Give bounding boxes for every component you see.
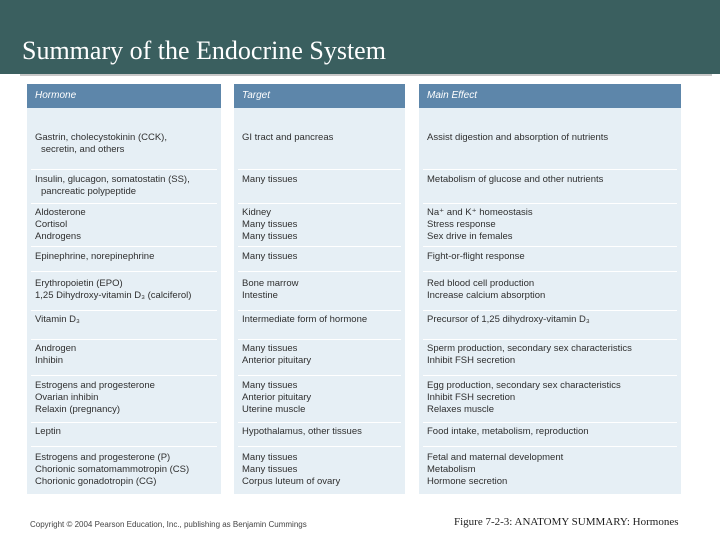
target-cell: Many tissues <box>242 251 298 262</box>
row-separator <box>423 310 677 311</box>
target-cell: Many tissues <box>242 452 298 463</box>
row-separator <box>238 246 401 247</box>
target-cell: Corpus luteum of ovary <box>242 476 341 487</box>
hormone-cell: Gastrin, cholecystokinin (CCK), <box>35 132 167 143</box>
effect-cell: Increase calcium absorption <box>427 290 546 301</box>
row-separator <box>238 375 401 376</box>
row-separator <box>423 271 677 272</box>
row-separator <box>238 422 401 423</box>
target-cell: Intestine <box>242 290 278 301</box>
hormone-cell: Cortisol <box>35 219 68 230</box>
effect-cell: Egg production, secondary sex characteristics <box>427 380 621 391</box>
main-effect-header: Main Effect <box>419 84 681 108</box>
target-cell: Many tissues <box>242 174 298 185</box>
row-separator <box>31 271 217 272</box>
row-separator <box>423 203 677 204</box>
effect-cell: Relaxes muscle <box>427 404 495 415</box>
row-separator <box>238 203 401 204</box>
hormone-cell: Ovarian inhibin <box>35 392 99 403</box>
target-cell: Anterior pituitary <box>242 355 312 366</box>
hormone-cell: Estrogens and progesterone <box>35 380 155 391</box>
target-cell: Many tissues <box>242 464 298 475</box>
target-cell: Anterior pituitary <box>242 392 312 403</box>
hormone-cell: Androgens <box>35 231 81 242</box>
hormone-cell: pancreatic polypeptide <box>41 186 137 197</box>
effect-cell: Assist digestion and absorption of nutrients <box>427 132 609 143</box>
row-separator <box>238 169 401 170</box>
effect-cell: Fight-or-flight response <box>427 251 525 262</box>
effect-cell: Metabolism of glucose and other nutrients <box>427 174 604 185</box>
row-separator <box>31 339 217 340</box>
hormone-header: Hormone <box>27 84 221 108</box>
target-cell: Bone marrow <box>242 278 299 289</box>
hormone-cell: Estrogens and progesterone (P) <box>35 452 171 463</box>
effect-cell: Precursor of 1,25 dihydroxy-vitamin D₃ <box>427 314 590 325</box>
target-cell: Hypothalamus, other tissues <box>242 426 362 437</box>
hormone-cell: Erythropoietin (EPO) <box>35 278 123 289</box>
hormone-cell: Leptin <box>35 426 61 437</box>
target-cell: Many tissues <box>242 380 298 391</box>
main-effect-column <box>419 84 681 494</box>
target-cell: Many tissues <box>242 343 298 354</box>
hormone-cell: Epinephrine, norepinephrine <box>35 251 155 262</box>
effect-cell: Inhibit FSH secretion <box>427 355 516 366</box>
title-bar <box>0 0 720 74</box>
row-separator <box>31 203 217 204</box>
row-separator <box>31 446 217 447</box>
row-separator <box>238 446 401 447</box>
target-cell: Many tissues <box>242 219 298 230</box>
row-separator <box>31 169 217 170</box>
row-separator <box>423 246 677 247</box>
row-separator <box>423 339 677 340</box>
row-separator <box>238 310 401 311</box>
effect-cell: Hormone secretion <box>427 476 508 487</box>
copyright-notice: Copyright © 2004 Pearson Education, Inc., publishing as Benjamin Cummings <box>30 520 307 529</box>
effect-cell: Metabolism <box>427 464 476 475</box>
effect-cell: Inhibit FSH secretion <box>427 392 516 403</box>
effect-cell: Na⁺ and K⁺ homeostasis <box>427 207 533 218</box>
target-cell: Many tissues <box>242 231 298 242</box>
row-separator <box>238 339 401 340</box>
row-separator <box>31 422 217 423</box>
hormone-cell: Androgen <box>35 343 77 354</box>
figure-caption: Figure 7-2-3: ANATOMY SUMMARY: Hormones <box>454 516 679 528</box>
hormone-cell: 1,25 Dihydroxy-vitamin D₃ (calciferol) <box>35 290 192 301</box>
row-separator <box>31 246 217 247</box>
target-cell: Intermediate form of hormone <box>242 314 368 325</box>
effect-cell: Sperm production, secondary sex characteristics <box>427 343 632 354</box>
hormone-cell: Relaxin (pregnancy) <box>35 404 121 415</box>
row-separator <box>423 169 677 170</box>
slide-title: Summary of the Endocrine System <box>22 36 386 65</box>
title-divider <box>20 74 712 76</box>
hormone-column <box>27 84 221 494</box>
hormone-cell: Inhibin <box>35 355 63 366</box>
hormone-cell: Vitamin D₃ <box>35 314 80 325</box>
hormone-cell: Chorionic somatomammotropin (CS) <box>35 464 190 475</box>
hormone-cell: secretin, and others <box>41 144 125 155</box>
hormone-cell: Chorionic gonadotropin (CG) <box>35 476 157 487</box>
effect-cell: Red blood cell production <box>427 278 535 289</box>
target-column <box>234 84 405 494</box>
row-separator <box>423 375 677 376</box>
row-separator <box>423 446 677 447</box>
row-separator <box>31 375 217 376</box>
effect-cell: Fetal and maternal development <box>427 452 564 463</box>
target-header: Target <box>234 84 405 108</box>
target-cell: GI tract and pancreas <box>242 132 334 143</box>
target-cell: Kidney <box>242 207 272 218</box>
row-separator <box>423 422 677 423</box>
hormone-cell: Aldosterone <box>35 207 86 218</box>
effect-cell: Stress response <box>427 219 496 230</box>
hormone-cell: Insulin, glucagon, somatostatin (SS), <box>35 174 190 185</box>
row-separator <box>238 271 401 272</box>
target-cell: Uterine muscle <box>242 404 306 415</box>
effect-cell: Sex drive in females <box>427 231 513 242</box>
effect-cell: Food intake, metabolism, reproduction <box>427 426 589 437</box>
row-separator <box>31 310 217 311</box>
